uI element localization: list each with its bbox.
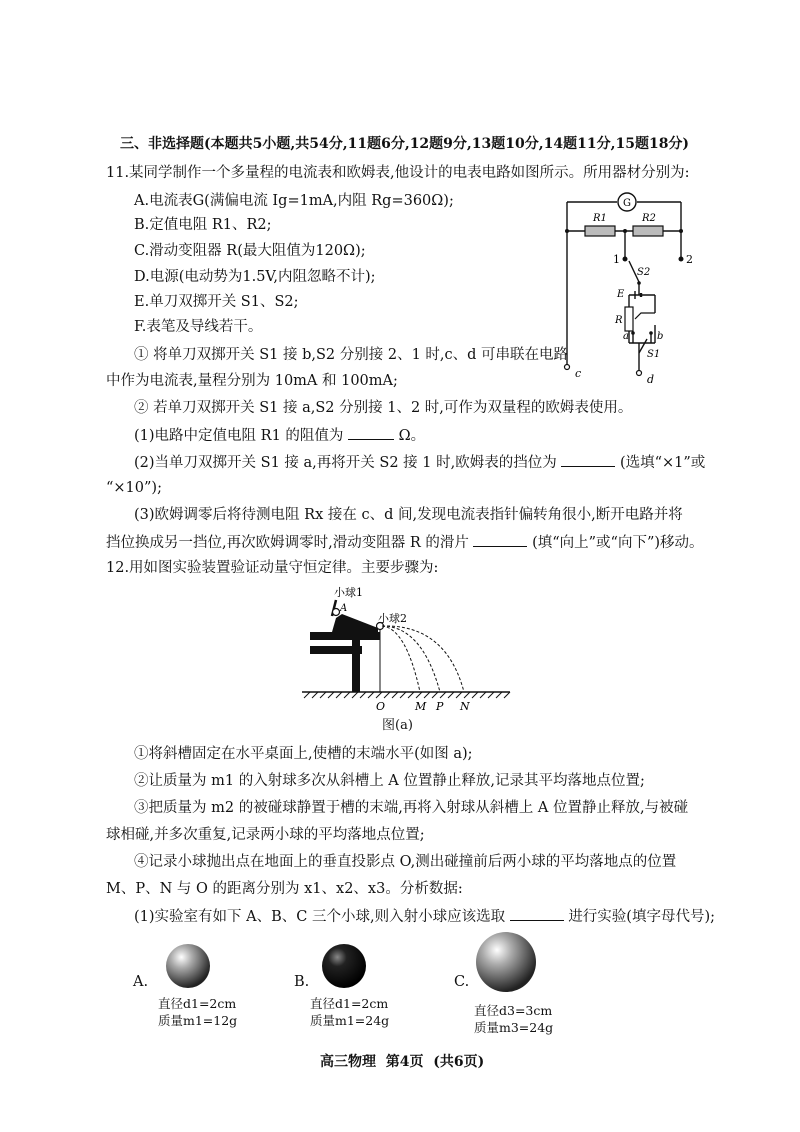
- q11-sub2-option: (选填“×1”或: [619, 455, 706, 471]
- rheostat: [625, 307, 633, 331]
- q11-sub1-text: (1)电路中定值电阻 R1 的阻值为: [134, 428, 344, 444]
- q11-item-c: C.滑动变阻器 R(最大阻值为120Ω);: [134, 243, 366, 259]
- meter-label: G: [623, 198, 631, 209]
- q11-sub3-blank[interactable]: [473, 532, 527, 547]
- q11-sub3: (3)欧姆调零后将待测电阻 Rx 接在 c、d 间,发现电流表指针偏转角很小,断开电路并将: [134, 507, 683, 523]
- terminal-b-label: b: [657, 331, 664, 342]
- ball-a-image[interactable]: [166, 944, 210, 988]
- q11-sub2-blank[interactable]: [561, 452, 615, 467]
- point-n-label: N: [460, 700, 470, 713]
- point-m-label: M: [415, 700, 427, 713]
- q11-item-b: B.定值电阻 R1、R2;: [134, 217, 272, 233]
- q12-sub1-blank[interactable]: [510, 906, 564, 921]
- q11-sub3-option: (填“向上”或“向下”)移动。: [532, 535, 704, 551]
- battery-label: E: [617, 289, 625, 300]
- ball1-label: 小球1: [334, 586, 363, 599]
- ball-b-label: B.: [294, 974, 310, 990]
- ball-b-mass: 质量m1=24g: [310, 1013, 390, 1028]
- q11-sub1-unit: Ω。: [398, 428, 426, 444]
- q11-cond2: ② 若单刀双掷开关 S1 接 a,S2 分别接 1、2 时,可作为双量程的欧姆表使用。: [134, 400, 633, 416]
- apparatus-figure: [296, 582, 516, 722]
- q11-item-e: E.单刀双掷开关 S1、S2;: [134, 294, 299, 310]
- section-header: 三、非选择题(本题共5小题,共54分,11题6分,12题9分,13题10分,14题11分,15题18分): [120, 136, 690, 152]
- page-footer: 高三物理 第4页 (共6页): [320, 1054, 485, 1070]
- r2-label: R2: [642, 213, 656, 224]
- q12-step3-cont: 球相碰,并多次重复,记录两小球的平均落地点位置;: [106, 827, 425, 843]
- q11-item-f: F.表笔及导线若干。: [134, 319, 263, 335]
- ball-c-diameter: 直径d3=3cm: [474, 1003, 553, 1018]
- terminal-a-label: a: [623, 331, 629, 342]
- q12-step2: ②让质量为 m1 的入射球多次从斜槽上 A 位置静止释放,记录其平均落地点位置;: [134, 773, 645, 789]
- q12-step4-cont: M、P、N 与 O 的距离分别为 x1、x2、x3。分析数据:: [106, 881, 463, 897]
- q12-sub1-end: 进行实验(填字母代号);: [568, 909, 716, 925]
- terminal-2-label: 2: [686, 253, 693, 266]
- q12-step1: ①将斜槽固定在水平桌面上,使槽的末端水平(如图 a);: [134, 746, 473, 762]
- ball2-label: 小球2: [378, 612, 407, 625]
- q12-stem: 12.用如图实验装置验证动量守恒定律。主要步骤为:: [106, 560, 439, 576]
- q12-sub1: [134, 906, 715, 927]
- ball-a-mass: 质量m1=12g: [158, 1013, 238, 1028]
- ball-c-mass: 质量m3=24g: [474, 1020, 554, 1035]
- q12-step3: ③把质量为 m2 的被碰球静置于槽的末端,再将入射球从斜槽上 A 位置静止释放,与被碰: [134, 800, 689, 816]
- r1-label: R1: [593, 213, 607, 224]
- q11-sub2: [134, 452, 705, 473]
- q12-step4: ④记录小球抛出点在地面上的垂直投影点 O,测出碰撞前后两小球的平均落地点的位置: [134, 854, 677, 870]
- point-o-label: O: [376, 700, 386, 713]
- s2-label: S2: [637, 267, 651, 278]
- q11-sub2-cont: “×10”);: [106, 480, 162, 496]
- ball-c-image[interactable]: [476, 932, 536, 992]
- q12-sub1-text: (1)实验室有如下 A、B、C 三个小球,则入射小球应该选取: [134, 909, 506, 925]
- terminal-1: [623, 257, 628, 262]
- rheostat-label: R: [615, 315, 623, 326]
- ball-b-image[interactable]: [322, 944, 366, 988]
- figure-caption: 图(a): [382, 718, 413, 733]
- resistor-r2: [633, 226, 663, 236]
- q11-sub3-text: 挡位换成另一挡位,再次欧姆调零时,滑动变阻器 R 的滑片: [106, 535, 469, 551]
- resistor-r1: [585, 226, 615, 236]
- ball-a-label: A.: [133, 974, 149, 990]
- ball-a-diameter: 直径d1=2cm: [158, 996, 237, 1011]
- q11-sub1-blank[interactable]: [348, 425, 394, 440]
- terminal-d-label: d: [647, 373, 655, 386]
- ball-c-label: C.: [454, 974, 470, 990]
- ball-b-diameter: 直径d1=2cm: [310, 996, 389, 1011]
- point-p-label: P: [436, 700, 444, 713]
- terminal-1-label: 1: [613, 253, 620, 266]
- s1-label: S1: [647, 349, 661, 360]
- q11-sub3-cont: [106, 532, 704, 553]
- q11-item-d: D.电源(电动势为1.5V,内阻忽略不计);: [134, 269, 376, 285]
- terminal-2: [679, 257, 684, 262]
- q11-cond1: ① 将单刀双掷开关 S1 接 b,S2 分别接 2、1 时,c、d 可串联在电路: [134, 347, 569, 363]
- q11-sub2-text: (2)当单刀双掷开关 S1 接 a,再将开关 S2 接 1 时,欧姆表的挡位为: [134, 455, 557, 471]
- q11-sub1: [134, 425, 425, 446]
- terminal-c-label: c: [575, 367, 582, 380]
- circuit-diagram: [555, 185, 705, 390]
- q11-stem: 11.某同学制作一个多量程的电流表和欧姆表,他设计的电表电路如图所示。所用器材分别为:: [106, 165, 690, 181]
- q11-item-a: A.电流表G(满偏电流 Ig=1mA,内阻 Rg=360Ω);: [134, 193, 454, 209]
- q11-cond1-cont: 中作为电流表,量程分别为 10mA 和 100mA;: [106, 373, 398, 389]
- point-a-label: A: [340, 603, 348, 614]
